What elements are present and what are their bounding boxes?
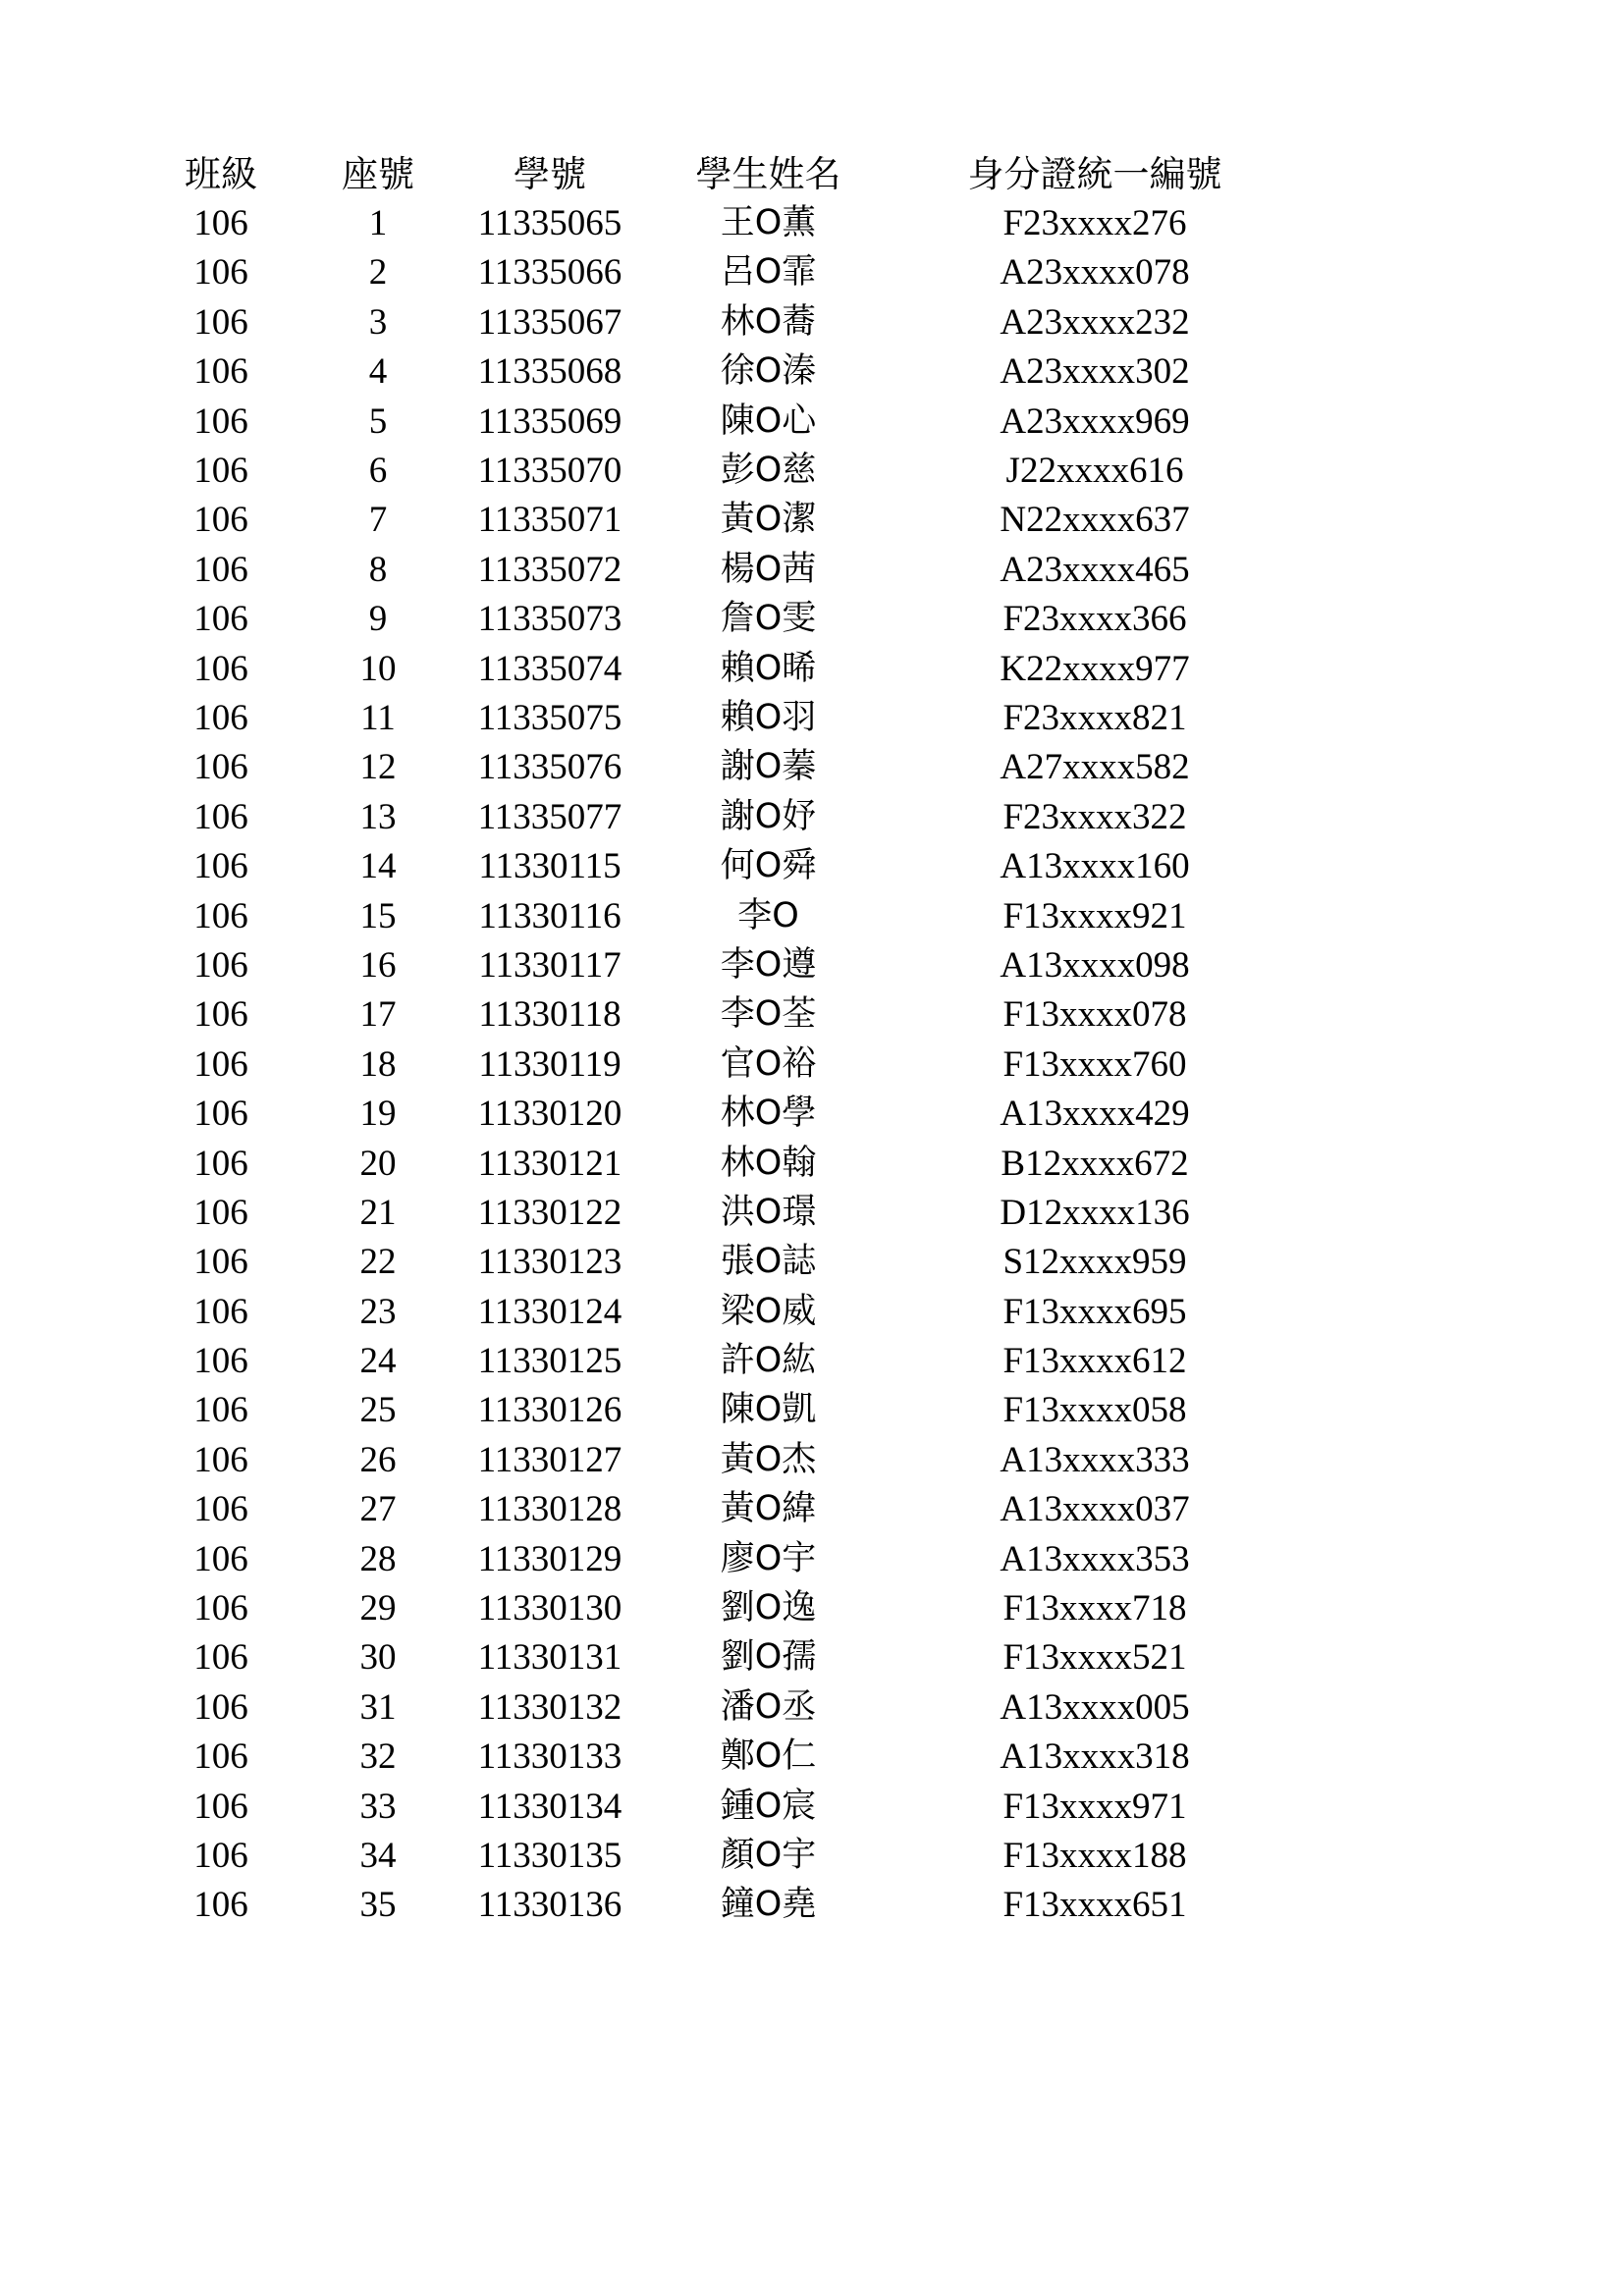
seat-number-cell: 16 bbox=[359, 944, 397, 986]
header-student-name: 學生姓名 bbox=[695, 152, 841, 195]
class-cell: 106 bbox=[193, 1637, 248, 1679]
class-cell: 106 bbox=[193, 846, 248, 887]
class-cell: 106 bbox=[193, 648, 248, 689]
national-id-cell: F13xxxx695 bbox=[1002, 1291, 1187, 1332]
table-row bbox=[147, 693, 1291, 742]
national-id-cell: A23xxxx232 bbox=[1000, 301, 1190, 343]
student-name-cell: 林O蕎 bbox=[720, 301, 817, 342]
seat-number-cell: 4 bbox=[368, 351, 388, 393]
seat-number-cell: 28 bbox=[359, 1538, 397, 1579]
national-id-cell: K22xxxx977 bbox=[1000, 648, 1190, 689]
national-id-cell: F13xxxx651 bbox=[1002, 1885, 1187, 1926]
seat-number-cell: 6 bbox=[368, 451, 388, 492]
table-row bbox=[147, 891, 1291, 940]
table-row bbox=[147, 1485, 1291, 1534]
class-cell: 106 bbox=[193, 747, 248, 788]
class-cell: 106 bbox=[193, 1439, 248, 1480]
class-cell: 106 bbox=[193, 1885, 248, 1926]
national-id-cell: A23xxxx465 bbox=[1000, 549, 1190, 590]
class-cell: 106 bbox=[193, 451, 248, 492]
class-cell: 106 bbox=[193, 895, 248, 936]
student-name-cell: 林O學 bbox=[720, 1094, 817, 1134]
seat-number-cell: 31 bbox=[359, 1686, 397, 1728]
student-name-cell: 彭O慈 bbox=[720, 451, 817, 491]
student-name-cell: 黃O杰 bbox=[720, 1439, 817, 1479]
student-id-cell: 11330123 bbox=[477, 1242, 623, 1283]
national-id-cell: A23xxxx969 bbox=[1000, 400, 1190, 442]
class-cell: 106 bbox=[193, 1786, 248, 1827]
class-cell: 106 bbox=[193, 944, 248, 986]
student-name-cell: 徐O溱 bbox=[720, 351, 817, 392]
seat-number-cell: 26 bbox=[359, 1439, 397, 1480]
student-name-cell: 楊O茜 bbox=[720, 549, 817, 589]
seat-number-cell: 2 bbox=[368, 252, 388, 294]
national-id-cell: F13xxxx521 bbox=[1002, 1637, 1187, 1679]
student-id-cell: 11335070 bbox=[477, 451, 623, 492]
student-name-cell: 張O誌 bbox=[720, 1242, 817, 1282]
seat-number-cell: 35 bbox=[359, 1885, 397, 1926]
national-id-cell: S12xxxx959 bbox=[1002, 1242, 1187, 1283]
table-row bbox=[147, 990, 1291, 1040]
seat-number-cell: 23 bbox=[359, 1291, 397, 1332]
student-name-cell: 劉O逸 bbox=[720, 1588, 817, 1629]
student-name-cell: 王O薫 bbox=[720, 203, 817, 243]
seat-number-cell: 8 bbox=[368, 549, 388, 590]
header-seat-number: 座號 bbox=[342, 152, 414, 195]
student-roster-table bbox=[147, 149, 1291, 1930]
class-cell: 106 bbox=[193, 599, 248, 640]
seat-number-cell: 1 bbox=[368, 203, 388, 244]
table-row bbox=[147, 1287, 1291, 1336]
student-id-cell: 11330131 bbox=[477, 1637, 623, 1679]
student-name-cell: 何O舜 bbox=[720, 846, 817, 886]
table-header bbox=[147, 149, 1291, 198]
national-id-cell: A13xxxx098 bbox=[1000, 944, 1190, 986]
national-id-cell: B12xxxx672 bbox=[1001, 1143, 1189, 1184]
class-cell: 106 bbox=[193, 1538, 248, 1579]
table-row bbox=[147, 397, 1291, 446]
class-cell: 106 bbox=[193, 1686, 248, 1728]
table-row bbox=[147, 792, 1291, 841]
table-row bbox=[147, 446, 1291, 495]
header-national-id: 身分證統一編號 bbox=[967, 152, 1222, 195]
national-id-cell: F13xxxx058 bbox=[1002, 1390, 1187, 1431]
student-id-cell: 11335066 bbox=[477, 252, 623, 294]
class-cell: 106 bbox=[193, 1043, 248, 1085]
student-id-cell: 11330116 bbox=[478, 895, 622, 936]
student-name-cell: 陳O凱 bbox=[720, 1390, 817, 1430]
class-cell: 106 bbox=[193, 1192, 248, 1233]
student-name-cell: 梁O威 bbox=[720, 1291, 817, 1331]
student-name-cell: 鍾O宸 bbox=[720, 1786, 817, 1826]
seat-number-cell: 33 bbox=[359, 1786, 397, 1827]
table-row bbox=[147, 297, 1291, 347]
seat-number-cell: 24 bbox=[359, 1341, 397, 1382]
student-name-cell: 李O bbox=[737, 895, 799, 935]
national-id-cell: A23xxxx078 bbox=[1000, 252, 1190, 294]
national-id-cell: N22xxxx637 bbox=[1000, 500, 1190, 541]
student-name-cell: 呂O霏 bbox=[720, 252, 817, 293]
table-row bbox=[147, 1435, 1291, 1484]
national-id-cell: A13xxxx429 bbox=[1000, 1094, 1190, 1135]
class-cell: 106 bbox=[193, 301, 248, 343]
seat-number-cell: 25 bbox=[359, 1390, 397, 1431]
national-id-cell: F23xxxx276 bbox=[1002, 203, 1187, 244]
seat-number-cell: 14 bbox=[359, 846, 397, 887]
student-id-cell: 11335068 bbox=[477, 351, 623, 393]
table-row bbox=[147, 1583, 1291, 1632]
seat-number-cell: 5 bbox=[368, 400, 388, 442]
seat-number-cell: 7 bbox=[368, 500, 388, 541]
national-id-cell: F13xxxx612 bbox=[1002, 1341, 1187, 1382]
table-row bbox=[147, 841, 1291, 890]
student-name-cell: 劉O孺 bbox=[720, 1637, 817, 1678]
student-name-cell: 洪O璟 bbox=[720, 1192, 817, 1232]
table-row bbox=[147, 595, 1291, 644]
student-id-cell: 11330128 bbox=[477, 1489, 623, 1530]
seat-number-cell: 20 bbox=[359, 1143, 397, 1184]
national-id-cell: F23xxxx366 bbox=[1002, 599, 1187, 640]
seat-number-cell: 15 bbox=[359, 895, 397, 936]
seat-number-cell: 22 bbox=[359, 1242, 397, 1283]
national-id-cell: D12xxxx136 bbox=[1000, 1192, 1190, 1233]
student-id-cell: 11335076 bbox=[477, 747, 623, 788]
student-name-cell: 李O荃 bbox=[720, 994, 817, 1035]
student-id-cell: 11335069 bbox=[477, 400, 623, 442]
student-id-cell: 11330134 bbox=[477, 1786, 623, 1827]
student-id-cell: 11330124 bbox=[477, 1291, 623, 1332]
student-name-cell: 潘O丞 bbox=[720, 1686, 817, 1727]
national-id-cell: A13xxxx005 bbox=[1000, 1686, 1190, 1728]
seat-number-cell: 27 bbox=[359, 1489, 397, 1530]
table-row bbox=[147, 347, 1291, 397]
national-id-cell: A23xxxx302 bbox=[1000, 351, 1190, 393]
seat-number-cell: 34 bbox=[359, 1835, 397, 1876]
student-name-cell: 官O裕 bbox=[720, 1043, 817, 1084]
table-row bbox=[147, 1633, 1291, 1682]
class-cell: 106 bbox=[193, 1242, 248, 1283]
student-id-cell: 11330135 bbox=[477, 1835, 623, 1876]
class-cell: 106 bbox=[193, 252, 248, 294]
student-id-cell: 11335065 bbox=[477, 203, 623, 244]
student-id-cell: 11330130 bbox=[477, 1588, 623, 1629]
class-cell: 106 bbox=[193, 351, 248, 393]
table-row bbox=[147, 496, 1291, 545]
class-cell: 106 bbox=[193, 796, 248, 837]
student-id-cell: 11335072 bbox=[477, 549, 623, 590]
seat-number-cell: 13 bbox=[359, 796, 397, 837]
national-id-cell: F13xxxx188 bbox=[1002, 1835, 1187, 1876]
student-id-cell: 11330129 bbox=[477, 1538, 623, 1579]
table-row bbox=[147, 1238, 1291, 1287]
student-name-cell: 謝O蓁 bbox=[720, 747, 817, 787]
seat-number-cell: 9 bbox=[368, 599, 388, 640]
class-cell: 106 bbox=[193, 400, 248, 442]
table-row bbox=[147, 1534, 1291, 1583]
student-name-cell: 許O紘 bbox=[720, 1341, 817, 1381]
national-id-cell: A13xxxx037 bbox=[1000, 1489, 1190, 1530]
class-cell: 106 bbox=[193, 1588, 248, 1629]
header-class: 班級 bbox=[185, 152, 257, 195]
student-id-cell: 11330127 bbox=[477, 1439, 623, 1480]
national-id-cell: A27xxxx582 bbox=[1000, 747, 1190, 788]
table-row bbox=[147, 1782, 1291, 1831]
student-id-cell: 11330126 bbox=[477, 1390, 623, 1431]
student-id-cell: 11330125 bbox=[477, 1341, 623, 1382]
class-cell: 106 bbox=[193, 1341, 248, 1382]
national-id-cell: F23xxxx322 bbox=[1002, 796, 1187, 837]
student-id-cell: 11330120 bbox=[477, 1094, 623, 1135]
student-name-cell: 李O遵 bbox=[720, 944, 817, 985]
student-name-cell: 廖O宇 bbox=[720, 1538, 817, 1578]
class-cell: 106 bbox=[193, 1390, 248, 1431]
class-cell: 106 bbox=[193, 549, 248, 590]
table-row bbox=[147, 1188, 1291, 1237]
table-row bbox=[147, 940, 1291, 989]
header-student-id: 學號 bbox=[514, 152, 586, 195]
class-cell: 106 bbox=[193, 500, 248, 541]
national-id-cell: A13xxxx318 bbox=[1000, 1736, 1190, 1778]
seat-number-cell: 11 bbox=[360, 697, 396, 738]
student-id-cell: 11335073 bbox=[477, 599, 623, 640]
class-cell: 106 bbox=[193, 697, 248, 738]
class-cell: 106 bbox=[193, 1291, 248, 1332]
student-name-cell: 詹O雯 bbox=[720, 599, 817, 639]
national-id-cell: J22xxxx616 bbox=[1005, 451, 1184, 492]
class-cell: 106 bbox=[193, 1489, 248, 1530]
national-id-cell: F13xxxx921 bbox=[1002, 895, 1187, 936]
table-row bbox=[147, 1386, 1291, 1435]
table-row bbox=[147, 248, 1291, 297]
header-row bbox=[147, 149, 1291, 198]
seat-number-cell: 32 bbox=[359, 1736, 397, 1778]
national-id-cell: F13xxxx718 bbox=[1002, 1588, 1187, 1629]
seat-number-cell: 12 bbox=[359, 747, 397, 788]
table-body bbox=[147, 198, 1291, 1930]
table-row bbox=[147, 1040, 1291, 1089]
student-name-cell: 黃O潔 bbox=[720, 500, 817, 540]
national-id-cell: A13xxxx160 bbox=[1000, 846, 1190, 887]
student-id-cell: 11335074 bbox=[477, 648, 623, 689]
table-row bbox=[147, 1089, 1291, 1138]
seat-number-cell: 19 bbox=[359, 1094, 397, 1135]
student-id-cell: 11330121 bbox=[477, 1143, 623, 1184]
table-row bbox=[147, 1139, 1291, 1188]
student-id-cell: 11330118 bbox=[478, 994, 622, 1036]
class-cell: 106 bbox=[193, 1143, 248, 1184]
national-id-cell: F13xxxx078 bbox=[1002, 994, 1187, 1036]
class-cell: 106 bbox=[193, 1094, 248, 1135]
table-row bbox=[147, 1733, 1291, 1782]
student-name-cell: 賴O羽 bbox=[720, 697, 817, 737]
student-name-cell: 鄭O仁 bbox=[720, 1736, 817, 1777]
national-id-cell: F13xxxx760 bbox=[1002, 1043, 1187, 1085]
national-id-cell: F13xxxx971 bbox=[1002, 1786, 1187, 1827]
student-id-cell: 11330122 bbox=[477, 1192, 623, 1233]
table-row bbox=[147, 743, 1291, 792]
student-name-cell: 黃O緯 bbox=[720, 1489, 817, 1529]
table-row bbox=[147, 545, 1291, 594]
table-row bbox=[147, 198, 1291, 247]
national-id-cell: F23xxxx821 bbox=[1002, 697, 1187, 738]
table-row bbox=[147, 644, 1291, 693]
table-row bbox=[147, 1336, 1291, 1385]
student-id-cell: 11330117 bbox=[478, 944, 622, 986]
table-row bbox=[147, 1881, 1291, 1930]
student-id-cell: 11335077 bbox=[477, 796, 623, 837]
seat-number-cell: 10 bbox=[359, 648, 397, 689]
seat-number-cell: 29 bbox=[359, 1588, 397, 1629]
class-cell: 106 bbox=[193, 203, 248, 244]
class-cell: 106 bbox=[193, 1736, 248, 1778]
student-id-cell: 11335075 bbox=[477, 697, 623, 738]
national-id-cell: A13xxxx353 bbox=[1000, 1538, 1190, 1579]
seat-number-cell: 17 bbox=[359, 994, 397, 1036]
student-name-cell: 賴O晞 bbox=[720, 648, 817, 688]
student-id-cell: 11335071 bbox=[477, 500, 623, 541]
student-name-cell: 謝O妤 bbox=[720, 796, 817, 836]
seat-number-cell: 30 bbox=[359, 1637, 397, 1679]
seat-number-cell: 18 bbox=[359, 1043, 397, 1085]
student-name-cell: 陳O心 bbox=[720, 400, 817, 441]
national-id-cell: A13xxxx333 bbox=[1000, 1439, 1190, 1480]
student-id-cell: 11330119 bbox=[478, 1043, 622, 1085]
student-id-cell: 11335067 bbox=[477, 301, 623, 343]
student-id-cell: 11330115 bbox=[478, 846, 622, 887]
student-id-cell: 11330133 bbox=[477, 1736, 623, 1778]
table-row bbox=[147, 1682, 1291, 1732]
class-cell: 106 bbox=[193, 994, 248, 1036]
seat-number-cell: 21 bbox=[359, 1192, 397, 1233]
student-name-cell: 鐘O堯 bbox=[720, 1885, 817, 1925]
table-row bbox=[147, 1831, 1291, 1880]
student-id-cell: 11330136 bbox=[477, 1885, 623, 1926]
student-name-cell: 林O翰 bbox=[720, 1143, 817, 1183]
class-cell: 106 bbox=[193, 1835, 248, 1876]
student-id-cell: 11330132 bbox=[477, 1686, 623, 1728]
student-name-cell: 顏O宇 bbox=[720, 1835, 817, 1875]
seat-number-cell: 3 bbox=[368, 301, 388, 343]
